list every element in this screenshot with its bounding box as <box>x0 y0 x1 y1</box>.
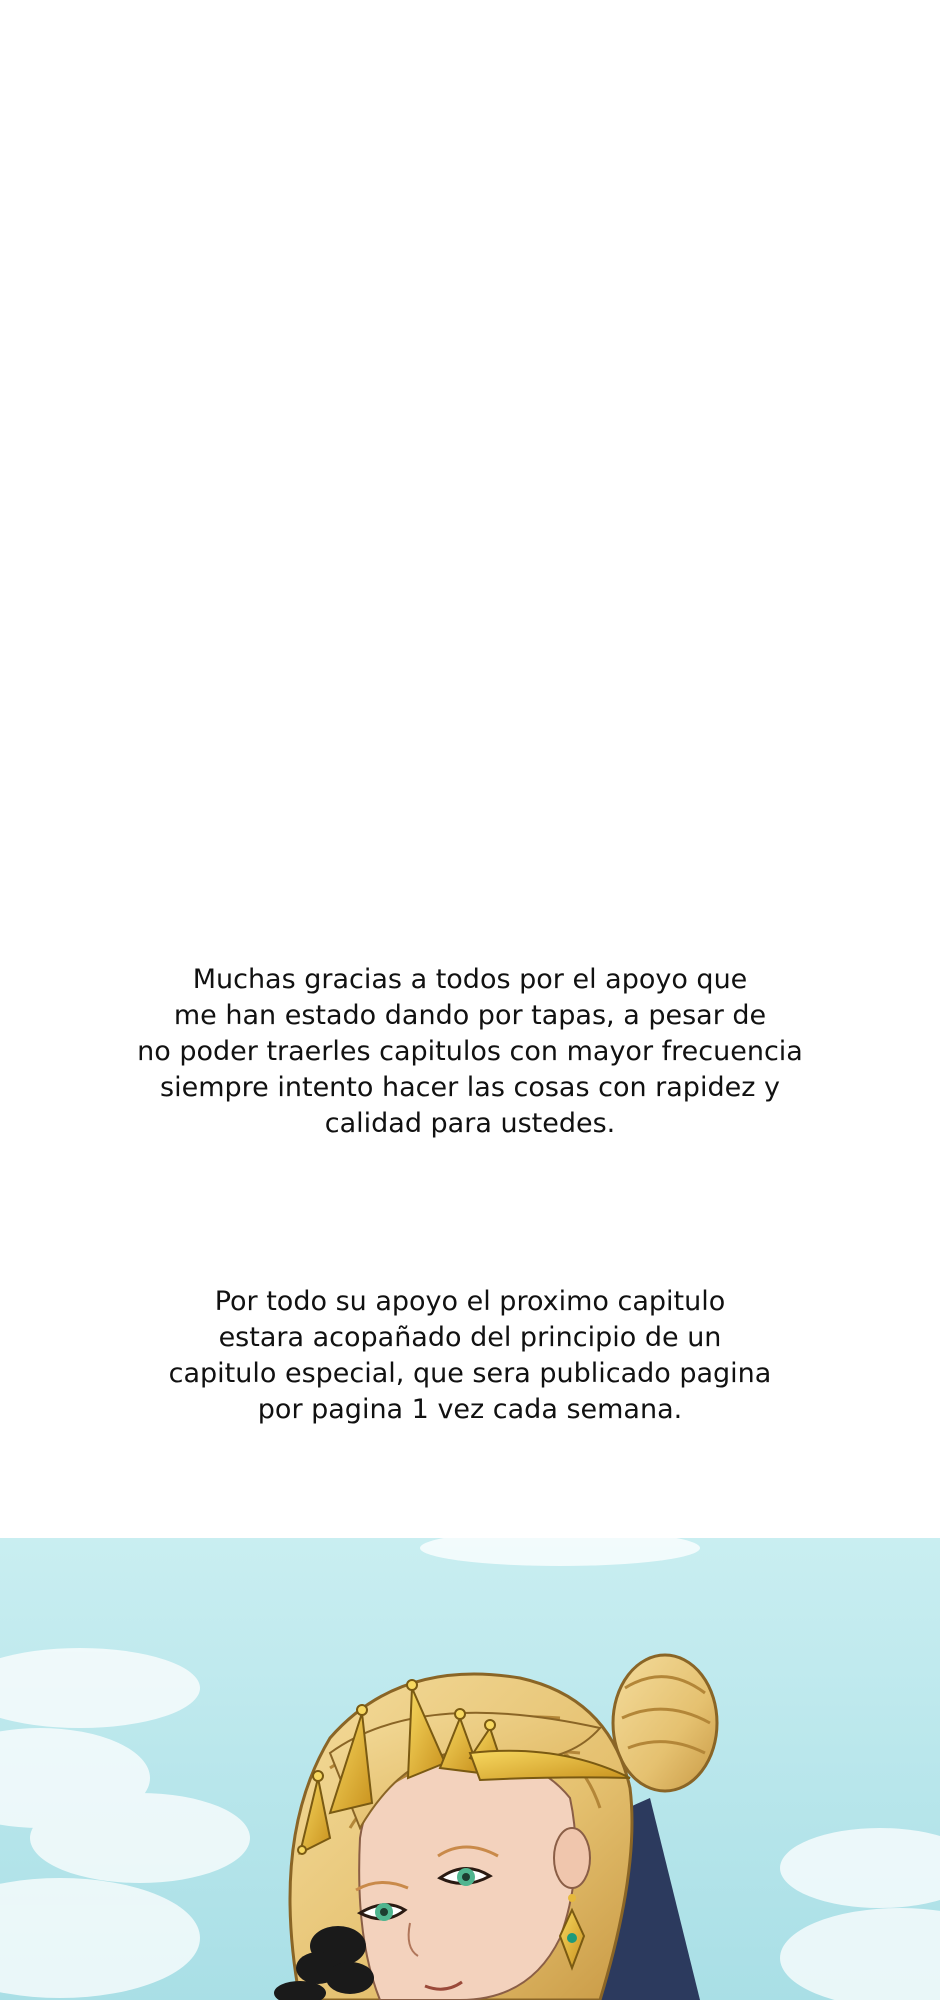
character-illustration-svg <box>0 1538 940 2000</box>
character-illustration <box>0 1538 940 2000</box>
special-chapter-announcement <box>0 1284 940 1428</box>
note-line: Muchas gracias a todos por el apoyo que <box>192 964 748 995</box>
note-line: por pagina 1 vez cada semana. <box>257 1394 683 1425</box>
note-line: Por todo su apoyo el proximo capitulo <box>214 1286 726 1317</box>
note-line: no poder traerles capitulos con mayor frecuencia <box>137 1036 803 1067</box>
note-line: siempre intento hacer las cosas con rapidez y <box>160 1072 780 1103</box>
hair-bun <box>613 1655 717 1791</box>
ear <box>554 1828 590 1888</box>
author-thanks-note <box>0 962 940 1142</box>
note-line: calidad para ustedes. <box>324 1108 616 1139</box>
note-line: estara acopañado del principio de un <box>218 1322 722 1353</box>
note-line: capitulo especial, que sera publicado pagina <box>168 1358 772 1389</box>
note-line: me han estado dando por tapas, a pesar de <box>173 1000 767 1031</box>
